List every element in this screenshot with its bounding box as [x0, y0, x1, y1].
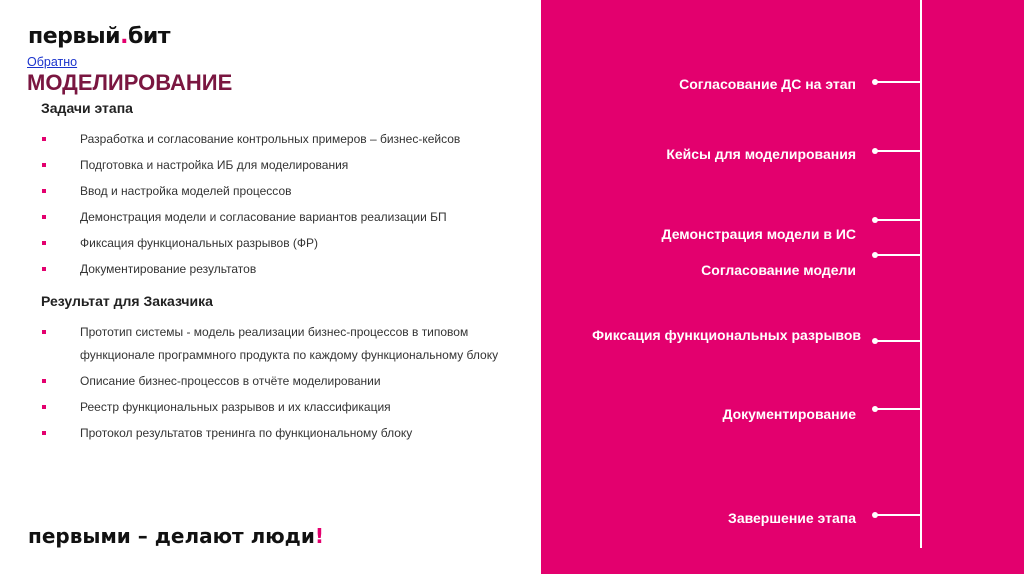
tasks-section-title: Задачи этапа [41, 100, 133, 116]
logo-text: первый [28, 24, 121, 49]
timeline-marker [875, 219, 921, 221]
timeline-marker [875, 150, 921, 152]
back-link[interactable]: Обратно [27, 55, 78, 69]
company-logo [28, 24, 170, 49]
timeline-marker [875, 81, 921, 83]
slogan-text: первыми – делают люди [28, 524, 315, 548]
list-item: Описание бизнес-процессов в отчёте моделировании [41, 370, 511, 393]
logo-text-2: бит [127, 24, 170, 49]
timeline-panel [541, 0, 1024, 574]
logo-dot: . [120, 24, 128, 49]
list-item: Реестр функциональных разрывов и их классификация [41, 396, 511, 419]
tasks-list [41, 128, 511, 284]
timeline-marker [875, 254, 921, 256]
timeline-step-model-approval: Согласование модели [701, 262, 856, 278]
timeline-step-cases: Кейсы для моделирования [666, 146, 856, 162]
slogan-mark: ! [314, 524, 324, 548]
slogan [28, 524, 324, 548]
timeline-marker [875, 514, 921, 516]
timeline-step-gaps: Фиксация функциональных разрывов [592, 327, 861, 343]
timeline-step-agreement: Согласование ДС на этап [679, 76, 856, 92]
list-item: Прототип системы - модель реализации бизнес-процессов в типовом функционале программного продукта по каждому функциональному блоку [41, 321, 511, 367]
list-item: Ввод и настройка моделей процессов [41, 180, 511, 206]
timeline-step-demo: Демонстрация модели в ИС [661, 226, 856, 242]
list-item: Документирование результатов [41, 258, 511, 284]
timeline-step-documentation: Документирование [722, 406, 856, 422]
list-item: Разработка и согласование контрольных примеров – бизнес-кейсов [41, 128, 511, 154]
timeline-marker [875, 340, 921, 342]
results-list [41, 321, 511, 448]
list-item: Подготовка и настройка ИБ для моделирования [41, 154, 511, 180]
results-section-title: Результат для Заказчика [41, 293, 213, 309]
list-item: Демонстрация модели и согласование вариантов реализации БП [41, 206, 511, 232]
timeline-step-completion: Завершение этапа [728, 510, 856, 526]
list-item: Фиксация функциональных разрывов (ФР) [41, 232, 511, 258]
timeline-marker [875, 408, 921, 410]
list-item: Протокол результатов тренинга по функциональному блоку [41, 422, 511, 445]
page-title: МОДЕЛИРОВАНИЕ [27, 70, 233, 95]
